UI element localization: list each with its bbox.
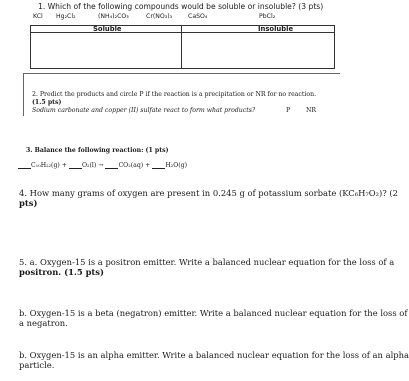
q5a-line2: positron. (1.5 pts) bbox=[19, 267, 104, 277]
coef-blank-1[interactable] bbox=[18, 161, 31, 169]
table-divider bbox=[181, 26, 182, 68]
eq-c10h22: C₁₀H₂₂(g) + bbox=[31, 162, 67, 169]
q5b-negatron-line1: b. Oxygen-15 is a beta (negatron) emitter. Write a balanced nuclear equation for the loss of bbox=[19, 308, 408, 318]
coef-blank-3[interactable] bbox=[105, 161, 118, 169]
eq-h2o: H₂O(g) bbox=[165, 162, 188, 169]
coef-blank-2[interactable] bbox=[69, 161, 82, 169]
compound-kcl: KCl bbox=[33, 13, 43, 20]
q2-reaction: Sodium carbonate and copper (II) sulfate react to form what products? bbox=[32, 107, 256, 114]
q5b-alpha-line2: particle. bbox=[19, 360, 55, 370]
q5a-line1: 5. a. Oxygen-15 is a positron emitter. Write a balanced nuclear equation for the loss of a bbox=[19, 257, 395, 267]
q3-prompt: 3. Balance the following reaction: (1 pts) bbox=[26, 147, 169, 154]
compound-caso4: CaSO₄ bbox=[188, 13, 208, 20]
insoluble-header: Insoluble bbox=[258, 25, 294, 33]
q4-line2: pts) bbox=[19, 198, 38, 208]
eq-co2: CO₂(aq) + bbox=[118, 162, 151, 169]
q5b-alpha-line1: b. Oxygen-15 is an alpha emitter. Write a balanced nuclear equation for the loss of an alpha bbox=[19, 350, 409, 360]
compound-hg2cl2: Hg₂Cl₂ bbox=[56, 13, 76, 20]
eq-o2: O₂(l) → bbox=[81, 162, 104, 169]
compound-nh4-2co3: (NH₄)₂CO₃ bbox=[98, 13, 129, 20]
option-nr[interactable]: NR bbox=[306, 107, 317, 114]
q1-prompt: 1. Which of the following compounds would be soluble or insoluble? (3 pts) bbox=[38, 2, 324, 11]
q2-prompt: 2. Predict the products and circle P if the reaction is a precipitation or NR for no reaction. bbox=[32, 91, 317, 98]
q5b-negatron-line2: a negatron. bbox=[19, 318, 68, 328]
option-p[interactable]: P bbox=[286, 107, 291, 114]
compound-cr-no3-3: Cr(NO₃)₃ bbox=[146, 13, 173, 20]
q3-equation bbox=[18, 161, 187, 169]
q2-points: (1.5 pts) bbox=[32, 99, 62, 106]
compound-pbcl2: PbCl₂ bbox=[259, 13, 276, 20]
q4-line1: 4. How many grams of oxygen are present in 0.245 g of potassium sorbate (KC₆H₇O₂)? (2 bbox=[19, 188, 398, 198]
coef-blank-4[interactable] bbox=[152, 161, 165, 169]
soluble-header: Soluble bbox=[93, 25, 122, 33]
solubility-table bbox=[30, 25, 335, 69]
